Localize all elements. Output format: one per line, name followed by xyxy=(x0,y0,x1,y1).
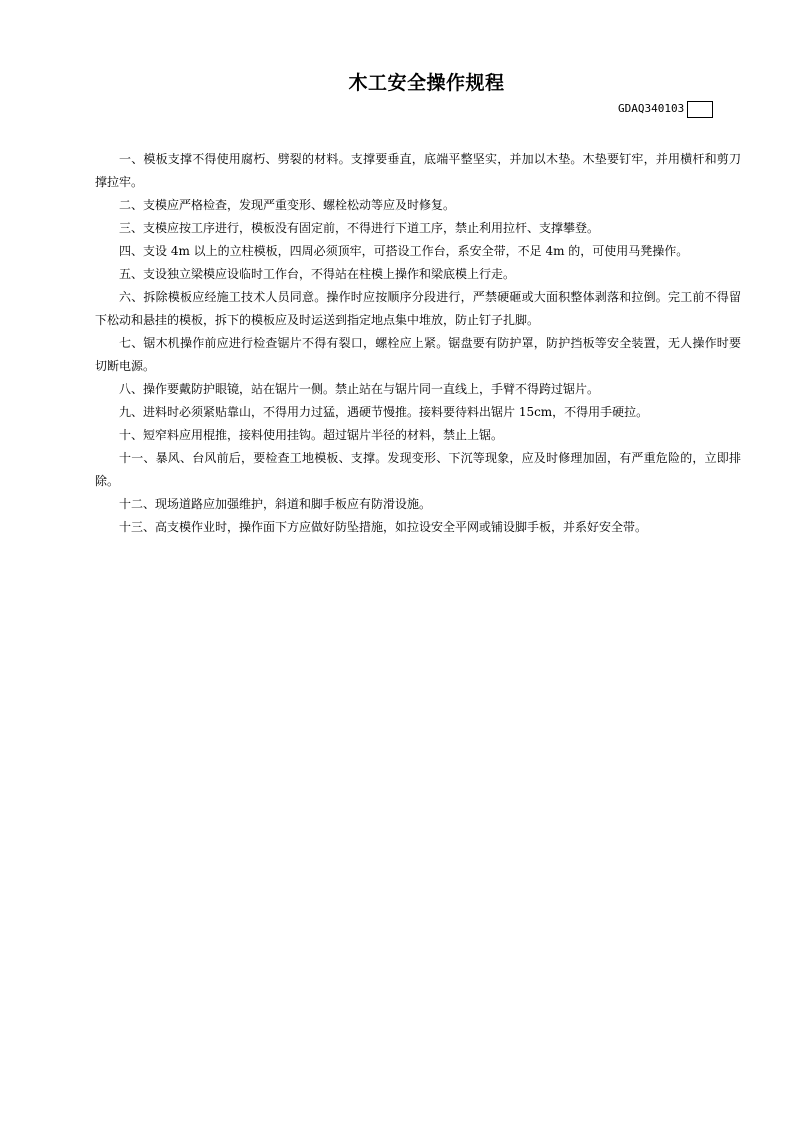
rule-paragraph: 三、支模应按工序进行，模板没有固定前，不得进行下道工序，禁止利用拉杆、支撑攀登。 xyxy=(119,221,600,235)
document-title: 木工安全操作规程 xyxy=(348,72,505,94)
document-code-box xyxy=(687,101,713,118)
rule-paragraph: 九、进料时必须紧贴靠山，不得用力过猛，遇硬节慢推。接料要待料出锯片 15cm，不得用手硬拉。 xyxy=(119,405,649,419)
rule-paragraph: 一、模板支撑不得使用腐朽、劈裂的材料。支撑要垂直，底端平整坚实，并加以木垫。木垫要钉牢，并用横杆和剪刀撑拉牢。 xyxy=(95,152,741,189)
rule-paragraph: 六、拆除模板应经施工技术人员同意。操作时应按顺序分段进行，严禁硬砸或大面积整体剥落和拉倒。完工前不得留下松动和悬挂的模板，拆下的模板应及时运送到指定地点集中堆放，防止钉子扎脚。 xyxy=(95,290,741,327)
rule-paragraph: 十二、现场道路应加强维护，斜道和脚手板应有防滑设施。 xyxy=(119,497,432,511)
rule-paragraph: 五、支设独立梁模应设临时工作台，不得站在柱模上操作和梁底模上行走。 xyxy=(119,267,516,281)
rule-paragraph: 八、操作要戴防护眼镜，站在锯片一侧。禁止站在与锯片同一直线上，手臂不得跨过锯片。 xyxy=(119,382,600,396)
rule-paragraph: 二、支模应严格检查，发现严重变形、螺栓松动等应及时修复。 xyxy=(119,198,456,212)
rule-paragraph: 四、支设 4m 以上的立柱模板，四周必须顶牢，可搭设工作台，系安全带，不足 4m 的，可使用马凳操作。 xyxy=(119,244,689,258)
rule-paragraph: 十三、高支模作业时，操作面下方应做好防坠措施，如拉设安全平网或铺设脚手板，并系好安全带。 xyxy=(119,520,648,534)
rule-paragraph: 十、短窄料应用棍推，接料使用挂钩。超过锯片半径的材料，禁止上锯。 xyxy=(119,428,504,442)
document-code-row xyxy=(618,100,713,118)
rule-paragraph: 七、锯木机操作前应进行检查锯片不得有裂口，螺栓应上紧。锯盘要有防护罩，防护挡板等安全装置，无人操作时要切断电源。 xyxy=(95,336,741,373)
rule-paragraph: 十一、暴风、台风前后，要检查工地模板、支撑。发现变形、下沉等现象，应及时修理加固，有严重危险的，立即排除。 xyxy=(95,451,741,488)
document-body xyxy=(95,148,741,539)
document-code: GDAQ340103 xyxy=(618,102,685,115)
